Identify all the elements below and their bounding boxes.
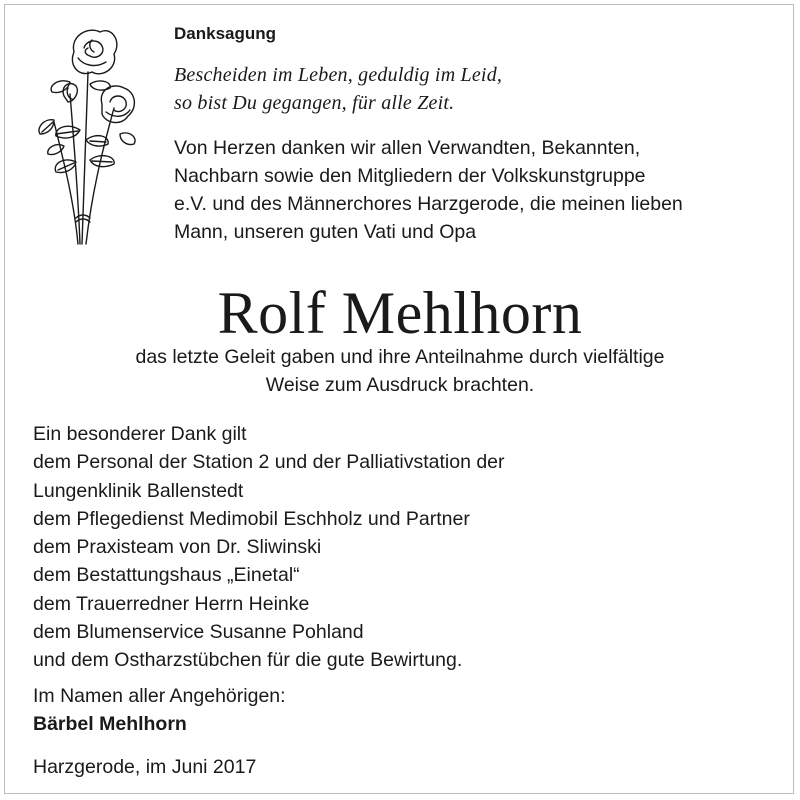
- thanks-line: e.V. und des Männerchores Harzgerode, die meinen lieben: [174, 193, 683, 215]
- deceased-name: Rolf Mehlhorn: [217, 280, 583, 346]
- thanks-line: Mann, unseren guten Vati und Opa: [174, 221, 477, 243]
- list-item: Lungenklinik Ballenstedt: [33, 479, 244, 502]
- list-item: dem Praxisteam von Dr. Sliwinski: [33, 536, 322, 559]
- on-behalf-text: Im Namen aller Angehörigen:: [33, 685, 286, 707]
- list-item: dem Blumenservice Susanne Pohland: [33, 621, 364, 644]
- thanks-line: Nachbarn sowie den Mitgliedern der Volkskunstgruppe: [174, 165, 646, 187]
- poem-line: so bist Du gegangen, für alle Zeit.: [174, 92, 455, 114]
- list-item: dem Pflegedienst Medimobil Eschholz und Partner: [33, 507, 470, 530]
- list-item: dem Personal der Station 2 und der Palliativstation der: [33, 451, 505, 474]
- signer-name: Bärbel Mehlhorn: [33, 713, 187, 735]
- thanks-line: Von Herzen danken wir allen Verwandten, Bekannten,: [174, 137, 641, 159]
- thanks-paragraph: [174, 134, 683, 246]
- list-item: und dem Ostharzstübchen für die gute Bewirtung.: [33, 649, 463, 672]
- list-item: dem Bestattungshaus „Einetal“: [33, 564, 300, 587]
- place-date: Harzgerode, im Juni 2017: [33, 756, 257, 778]
- condolence-line: Weise zum Ausdruck brachten.: [265, 374, 535, 396]
- list-item: Ein besonderer Dank gilt: [33, 423, 247, 445]
- condolence-line: das letzte Geleit gaben und ihre Anteilnahme durch vielfältige: [135, 346, 665, 368]
- special-thanks-list: [33, 420, 505, 675]
- condolence-paragraph: [0, 343, 800, 399]
- notice-heading: Danksagung: [174, 24, 277, 43]
- rose-bouquet-icon: [30, 22, 140, 247]
- list-item: dem Trauerredner Herrn Heinke: [33, 592, 310, 615]
- poem-verse: [174, 61, 502, 117]
- poem-line: Bescheiden im Leben, geduldig im Leid,: [174, 64, 503, 86]
